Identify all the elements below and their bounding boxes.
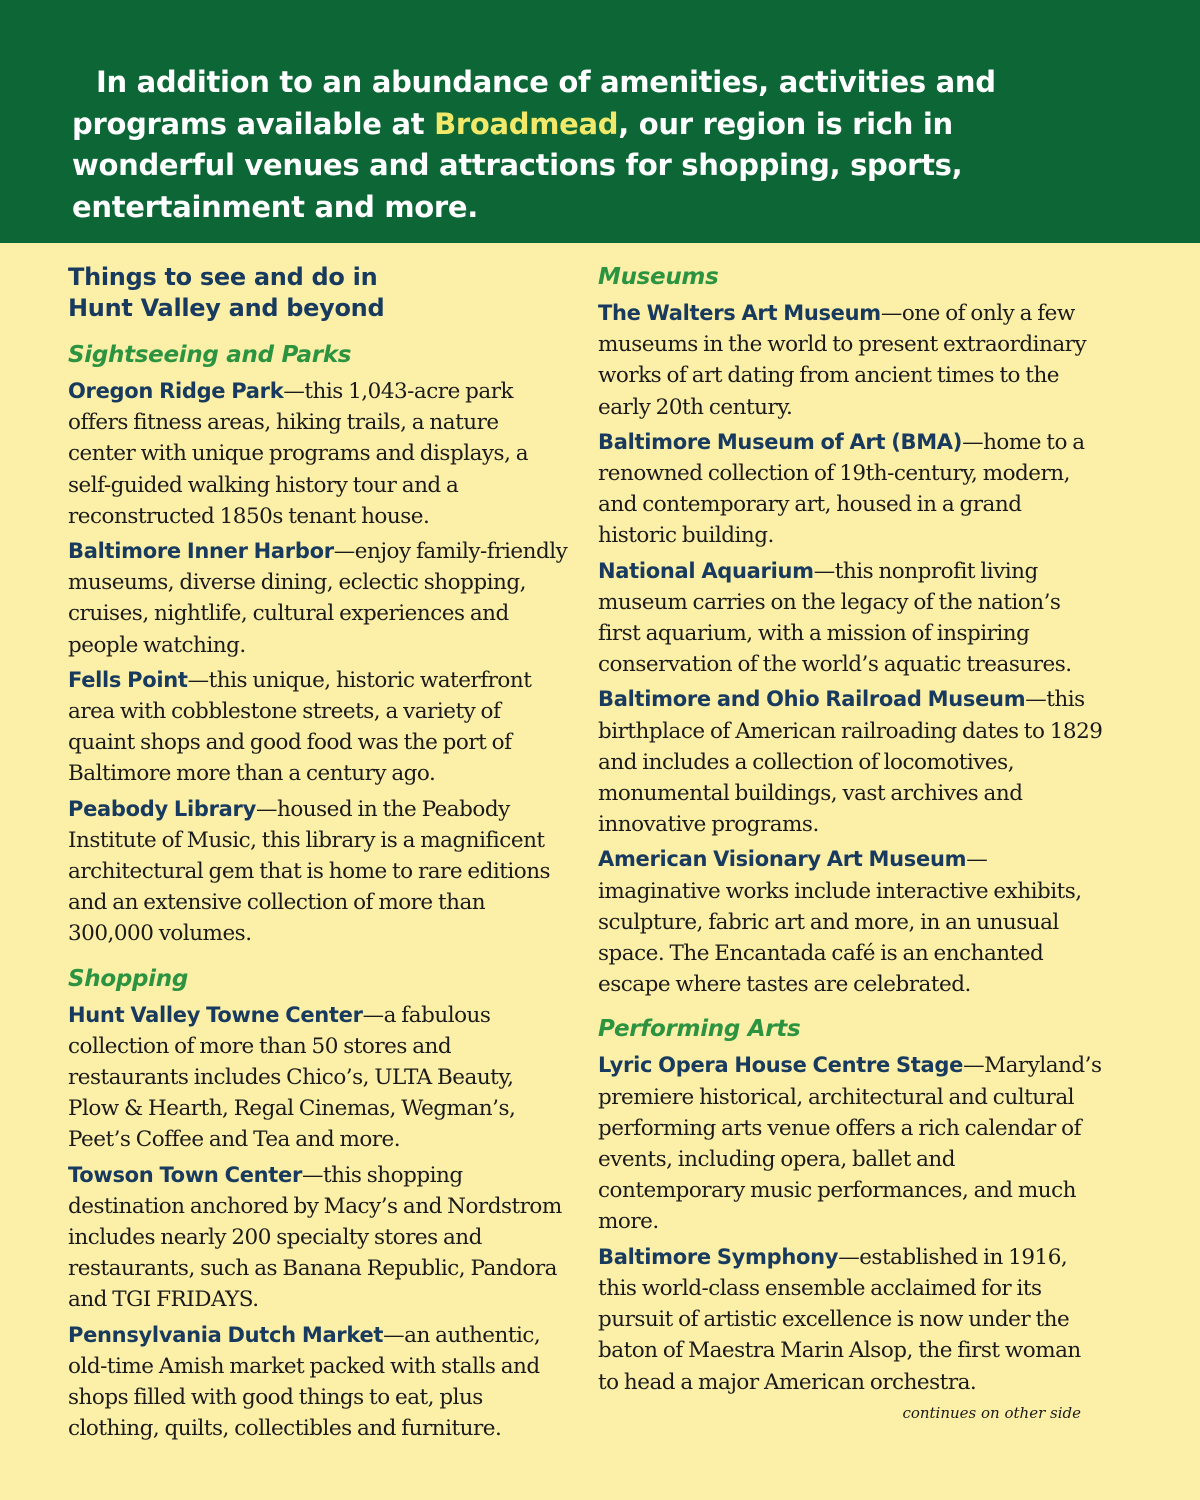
entry-baltimore-inner-harbor [68, 536, 568, 661]
entry-description: —this shopping destination anchored by Macy’s and Nordstrom includes nearly 200 specialty stores and restaurants, such as Banana Republic, Pandora and TGI FRIDAYS. [68, 1162, 562, 1313]
entry-baltimore-museum-of-art [598, 427, 1103, 552]
entry-walters-art-museum [598, 298, 1103, 423]
page-heading [68, 262, 568, 324]
section-title-shopping: Shopping [68, 965, 188, 992]
intro-banner [0, 0, 1200, 243]
entry-description: —an authentic, old-time Amish market packed with stalls and shops filled with good things to eat, plus clothing, quilts, collectibles and furniture. [68, 1322, 541, 1442]
entry-peabody-library [68, 794, 568, 950]
entry-name: Baltimore Inner Harbor [68, 539, 334, 564]
entry-description: —established in 1916, this world-class ensemble acclaimed for its pursuit of artistic excellence is now under the baton of Maestra Marin Alsop, the first woman to head a major American orchestra. [598, 1244, 1081, 1395]
entry-american-visionary-art-museum [598, 844, 1103, 1000]
section-title-performing-arts: Performing Arts [598, 1016, 801, 1043]
entry-description: —one of only a few museums in the world to present extraordinary works of art dating from ancient times to the early 20th century. [598, 301, 1087, 420]
entry-description: —housed in the Peabody Institute of Music, this library is a magnificent architectural gem that is home to rare editions and an extensive collection of more than 300,000 volumes. [68, 796, 551, 947]
entry-oregon-ridge-park [68, 376, 568, 532]
entry-name: American Visionary Art Museum [598, 847, 967, 872]
page-heading-line1: Things to see and do in [68, 263, 378, 291]
page-heading-line2: Hunt Valley and beyond [68, 294, 385, 322]
entry-description: —this birthplace of American railroading dates to 1829 and includes a collection of locomotives, monumental buildings, vast archives and innovative programs. [598, 687, 1103, 838]
entry-description: —home to a renowned collection of 19th-century, modern, and contemporary art, housed in a grand historic building. [598, 429, 1085, 549]
entry-name: The Walters Art Museum [598, 301, 881, 325]
section-gap [598, 1004, 1103, 1014]
entry-towson-town-center [68, 1160, 568, 1316]
entry-name: Baltimore Museum of Art (BMA) [598, 429, 963, 454]
section-gap [68, 954, 568, 964]
entry-description: —this unique, historic waterfront area with cobblestone streets, a variety of quaint shops and good food was the port of Baltimore more than a century ago. [68, 667, 532, 787]
entry-pennsylvania-dutch-market [68, 1320, 568, 1445]
entry-name: Towson Town Center [68, 1162, 303, 1187]
section-title-museums: Museums [598, 264, 719, 290]
entry-fells-point [68, 665, 568, 790]
continues-note: continues on other side [902, 1403, 1081, 1422]
entry-description: —this 1,043-acre park offers fitness areas, hiking trails, a nature center with unique programs and displays, a self-guided walking history tour and a reconstructed 1850s tenant house. [68, 379, 529, 529]
entry-national-aquarium [598, 556, 1103, 681]
entry-name: Oregon Ridge Park [68, 379, 284, 403]
intro-text-end: , our region is rich in wonderful venues and attractions for shopping, sports, entertainment and more. [72, 106, 963, 224]
entry-description: —Maryland’s premiere historical, architectural and cultural performing arts venue offers a rich calendar of events, including opera, ballet and contemporary music performances, and much more. [598, 1053, 1102, 1235]
entry-description: —enjoy family-friendly museums, diverse dining, eclectic shopping, cruises, nightlife, cultural experiences and people watching. [68, 539, 568, 658]
brand-name: Broadmead [434, 106, 619, 141]
entry-description: —this nonprofit living museum carries on the legacy of the nation’s first aquarium, with a mission of inspiring conservation of the world’s aquatic treasures. [598, 558, 1072, 678]
entry-name: Hunt Valley Towne Center [68, 1002, 363, 1027]
left-column [68, 262, 568, 1449]
entry-name: National Aquarium [598, 558, 814, 583]
entry-lyric-opera-house [598, 1050, 1103, 1237]
entry-description: —a fabulous collection of more than 50 stores and restaurants includes Chico’s, ULTA Beauty, Plow & Hearth, Regal Cinemas, Wegman’s, Peet’s Coffee and Tea and more. [68, 1002, 516, 1153]
entry-name: Baltimore Symphony [598, 1244, 839, 1269]
section-title-sightseeing: Sightseeing and Parks [68, 342, 352, 368]
entry-b-and-o-railroad-museum [598, 684, 1103, 840]
entry-name: Lyric Opera House Centre Stage [598, 1053, 964, 1078]
right-column [598, 262, 1103, 1422]
entry-name: Peabody Library [68, 796, 256, 821]
entry-hunt-valley-towne-center [68, 1000, 568, 1156]
intro-text-start: In addition to an abundance of amenities, activities and programs available at [72, 65, 996, 141]
entry-baltimore-symphony [598, 1242, 1103, 1398]
intro-text [72, 62, 1082, 228]
entry-name: Pennsylvania Dutch Market [68, 1322, 384, 1347]
entry-description: —imaginative works include interactive exhibits, sculpture, fabric art and more, in an unusual space. The Encantada café is an enchanted escape where tastes are celebrated. [598, 847, 1082, 998]
entry-name: Fells Point [68, 667, 188, 692]
entry-name: Baltimore and Ohio Railroad Museum [598, 687, 1026, 712]
